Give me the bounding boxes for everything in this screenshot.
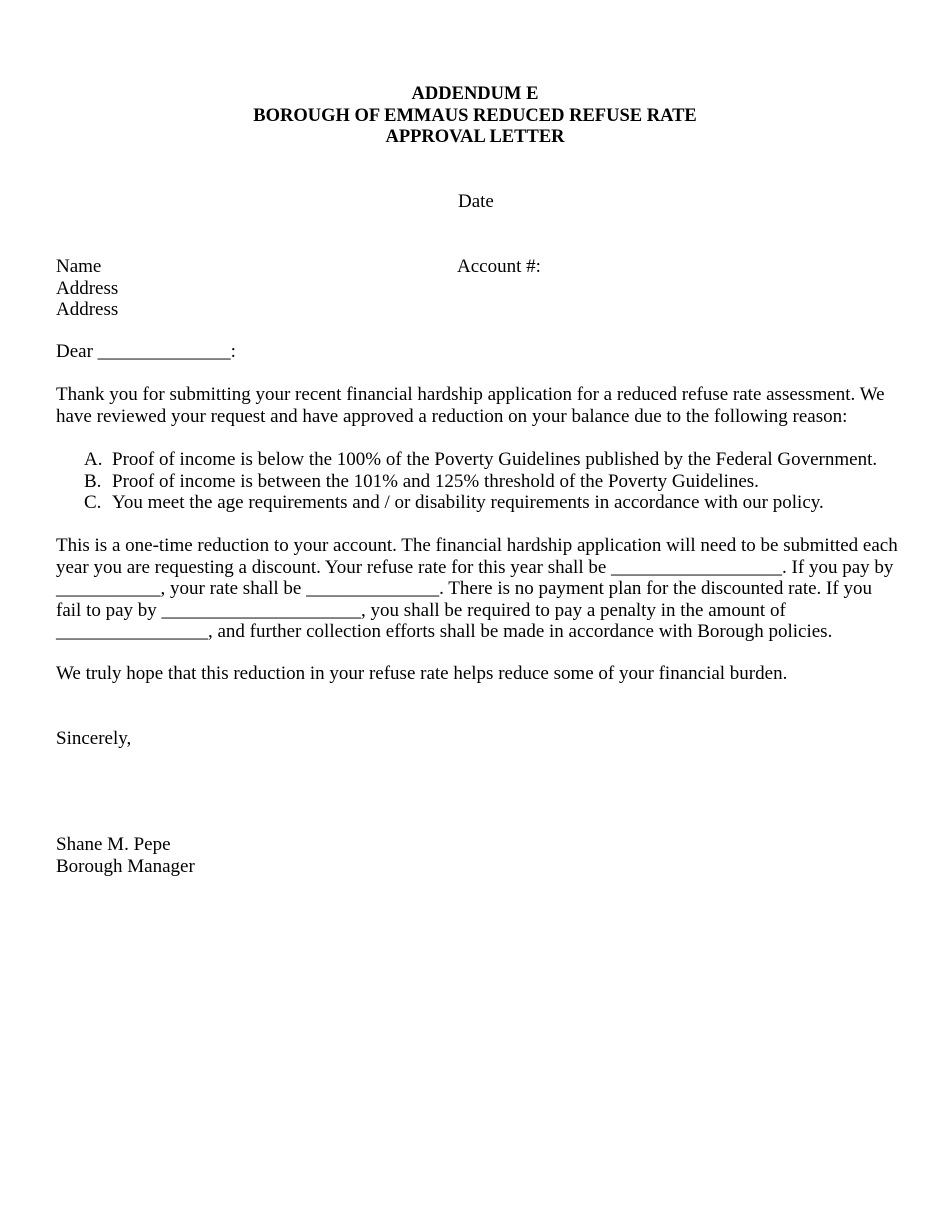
sign-off: Sincerely, (56, 728, 132, 749)
account-number-label: Account #: (457, 256, 541, 277)
list-marker: B. (84, 470, 102, 492)
reasons-list (84, 449, 877, 514)
list-item (84, 449, 877, 471)
recipient-name: Name (56, 256, 102, 277)
list-marker: A. (84, 449, 103, 470)
list-item-text: Proof of income is below the 100% of the Poverty Guidelines published by the Federal Government. (112, 449, 878, 470)
list-item (84, 471, 877, 493)
signature-block (56, 834, 195, 877)
salutation: Dear ______________: (56, 341, 236, 362)
borough-title: BOROUGH OF EMMAUS REDUCED REFUSE RATE (253, 105, 697, 126)
terms-line: ___________, your rate shall be ______________. There is no payment plan for the discounted rate. If you (56, 578, 872, 599)
terms-paragraph (56, 535, 898, 643)
date-field: Date (458, 191, 494, 212)
signatory-title: Borough Manager (56, 855, 195, 877)
letter-header (0, 84, 950, 149)
list-item-text: Proof of income is between the 101% and 125% threshold of the Poverty Guidelines. (112, 470, 759, 492)
closing-paragraph: We truly hope that this reduction in your refuse rate helps reduce some of your financial burden. (56, 663, 788, 684)
intro-line: Thank you for submitting your recent financial hardship application for a reduced refuse rate assessment. We (56, 384, 885, 405)
letter-type-title: APPROVAL LETTER (385, 127, 565, 147)
recipient-address-2: Address (56, 299, 119, 320)
recipient-address-1: Address (56, 277, 119, 299)
terms-line: fail to pay by _____________________, you shall be required to pay a penalty in the amount of (56, 599, 786, 621)
signatory-name: Shane M. Pepe (56, 834, 171, 855)
intro-paragraph (56, 384, 898, 427)
terms-line: ________________, and further collection efforts shall be made in accordance with Borough policies. (56, 621, 833, 642)
terms-line: This is a one-time reduction to your account. The financial hardship application will need to be submitted each (56, 535, 898, 556)
intro-line: have reviewed your request and have approved a reduction on your balance due to the following reason: (56, 405, 848, 427)
terms-line: year you are requesting a discount. Your refuse rate for this year shall be __________________. If you pay by (56, 556, 894, 578)
list-item-text: You meet the age requirements and / or disability requirements in accordance with our policy. (112, 492, 824, 513)
addendum-title: ADDENDUM E (411, 84, 539, 104)
list-marker: C. (84, 492, 102, 513)
recipient-block (56, 256, 118, 321)
list-item (84, 492, 877, 514)
